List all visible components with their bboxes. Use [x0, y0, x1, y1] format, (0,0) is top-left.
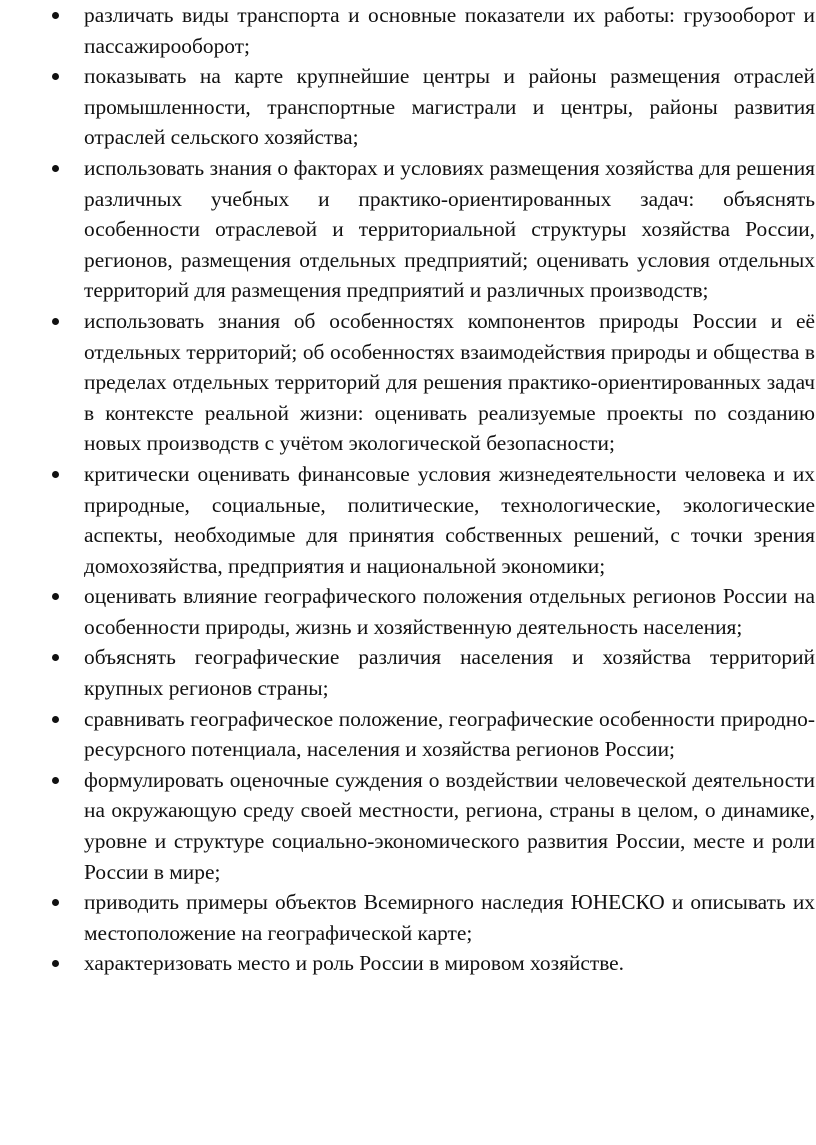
bullet-icon [52, 471, 59, 478]
list-item [84, 642, 815, 703]
list-item-text: приводить примеры объектов Всемирного наследия ЮНЕСКО и описывать их местоположение на географической карте; [84, 890, 815, 945]
list-item [84, 887, 815, 948]
list-item-text: показывать на карте крупнейшие центры и районы размещения отраслей промышленности, транспортные магистрали и центры, районы развития отраслей сельского хозяйства; [84, 64, 815, 150]
list-item [84, 704, 815, 765]
list-item-text: использовать знания об особенностях компонентов природы России и её отдельных территорий; об особенностях взаимодействия природы и общества в пределах отдельных территорий для решения практико-ориентированных задач в контексте реальной жизни: оценивать реализуемые проекты по созданию новых производств с учётом экологической безопасности; [84, 308, 815, 456]
bullet-icon [52, 777, 59, 784]
bullet-icon [52, 165, 59, 172]
bullet-list [84, 0, 815, 979]
bullet-icon [52, 318, 59, 325]
list-item [84, 0, 815, 61]
list-item-text: использовать знания о факторах и условиях размещения хозяйства для решения различных учебных и практико-ориентированных задач: объяснять особенности отраслевой и территориальной структуры хозяйства России, регионов, размещения отдельных предприятий; оценивать условия отдельных территорий для размещения предприятий и различных производств; [84, 155, 815, 303]
list-item-text: различать виды транспорта и основные показатели их работы: грузооборот и пассажирооборот; [84, 3, 815, 58]
bullet-icon [52, 654, 59, 661]
bullet-icon [52, 12, 59, 19]
list-item-text: оценивать влияние географического положения отдельных регионов России на особенности природы, жизнь и хозяйственную деятельность населения; [84, 584, 815, 639]
bullet-icon [52, 899, 59, 906]
list-item-text: формулировать оценочные суждения о воздействии человеческой деятельности на окружающую среду своей местности, региона, страны в целом, о динамике, уровне и структуре социально-экономического развития России, месте и роли России в мире; [84, 767, 815, 884]
list-item [84, 459, 815, 581]
list-item-text: объяснять географические различия населения и хозяйства территорий крупных регионов страны; [84, 645, 815, 701]
list-item-text: критически оценивать финансовые условия жизнедеятельности человека и их природные, социальные, политические, технологические, экологические аспекты, необходимые для принятия собственных решений, с точки зрения домохозяйства, предприятия и национальной экономики; [84, 461, 815, 578]
list-item [84, 61, 815, 153]
list-item [84, 948, 815, 979]
bullet-icon [52, 716, 59, 723]
bullet-icon [52, 593, 59, 600]
list-item [84, 765, 815, 887]
list-item [84, 581, 815, 642]
list-item-text: характеризовать место и роль России в мировом хозяйстве. [84, 951, 625, 976]
list-item-text: сравнивать географическое положение, географические особенности природно-ресурсного потенциала, населения и хозяйства регионов России; [84, 706, 815, 762]
list-item [84, 306, 815, 459]
bullet-icon [52, 960, 59, 967]
list-item [84, 153, 815, 306]
bullet-icon [52, 73, 59, 80]
